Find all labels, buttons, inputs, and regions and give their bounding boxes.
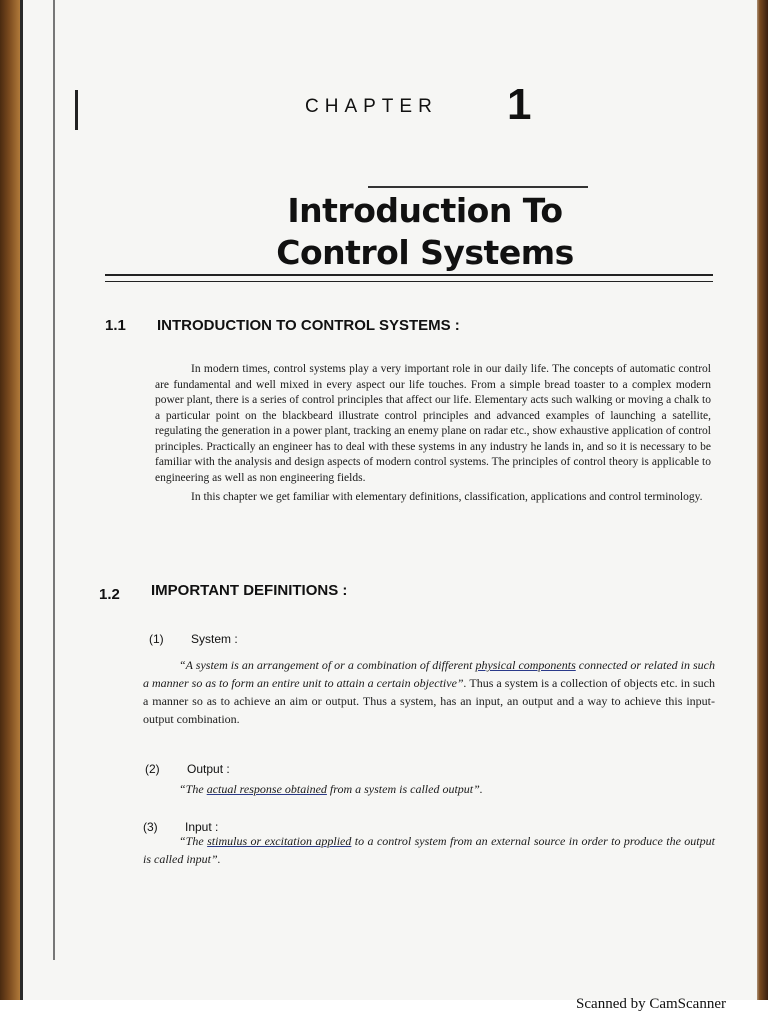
definition-input-quote-start: “The [179, 834, 208, 848]
chapter-title-line-1: Introduction To [287, 191, 563, 230]
page-margin-line [53, 0, 55, 960]
chapter-number: 1 [507, 80, 532, 129]
definition-input-title: Input : [185, 820, 219, 834]
definition-system-quote-end: connected or related in such a manner so as to form an entire unit to attain a certain objective”. [143, 658, 715, 690]
definition-system-quote-start: “A system is an arrangement of or a combination of different [179, 658, 476, 672]
margin-mark [75, 90, 78, 130]
definition-system-text [143, 656, 715, 728]
title-bottom-rule [105, 274, 713, 282]
definition-output-label [145, 762, 230, 776]
title-top-rule [368, 186, 588, 188]
scanner-watermark: Scanned by CamScanner [576, 996, 726, 1012]
chapter-title-line-2: Control Systems [276, 233, 574, 272]
definition-output-quote-start: “The [179, 782, 207, 796]
definition-output-underlined: actual response obtained [206, 782, 327, 796]
definition-input-label [143, 814, 218, 834]
definition-input-text [143, 832, 715, 868]
definition-system-title: System : [191, 632, 238, 646]
definition-output-text [179, 780, 699, 798]
definition-system-number: (1) [149, 632, 164, 646]
section-1-paragraph-2: In this chapter we get familiar with elementary definitions, classification, applications and control terminology. [191, 491, 703, 503]
definition-system-explanation: Thus a system is a collection of objects etc. in such a manner so as to achieve an aim or output. Thus a system, has an input, an output and a way to achieve this input-output combination. [143, 676, 716, 726]
section-2-number: 1.2 [99, 586, 120, 603]
chapter-label: CHAPTER [305, 96, 438, 117]
section-1-number: 1.1 [105, 317, 126, 334]
definition-output-quote-end: from a system is called output”. [326, 782, 483, 796]
chapter-title [245, 190, 605, 274]
section-1-body [155, 362, 711, 506]
definition-system-underlined: physical components [475, 658, 576, 672]
definition-output-title: Output : [187, 762, 230, 776]
binder-edge-left [0, 0, 20, 1024]
definition-input-underlined: stimulus or excitation applied [207, 834, 352, 848]
definition-output-number: (2) [145, 762, 160, 776]
section-1-heading: INTRODUCTION TO CONTROL SYSTEMS : [157, 317, 460, 334]
definition-input-quote-end: to a control system from an external source in order to produce the output is called input”. [143, 834, 715, 866]
section-1-paragraph-1: In modern times, control systems play a very important role in our daily life. The concepts of automatic control are fundamental and well mixed in every aspect our life touches. From a simple bread toaster to a complex modern power plant, there is a series of control principles that affect our life. Elementary acts such walking or moving a chalk to a particular point on the blackbeard illustrate control principles and advanced examples of launching a satellite, regulating the generation in a power plant, tracking an enemy plane on radar etc., show exhaustive application of control principles. Practically an engineer has to deal with these systems in any industry he lands in, and so it is necessary to be familiar with the analysis and design aspects of modern control systems. The principles of control theory is applicable to engineering as well as non engineering fields. [155, 363, 711, 484]
scanned-page [20, 0, 757, 1000]
definition-system-label [149, 632, 238, 646]
definition-input-number: (3) [143, 820, 158, 834]
section-2-heading: IMPORTANT DEFINITIONS : [151, 582, 348, 599]
